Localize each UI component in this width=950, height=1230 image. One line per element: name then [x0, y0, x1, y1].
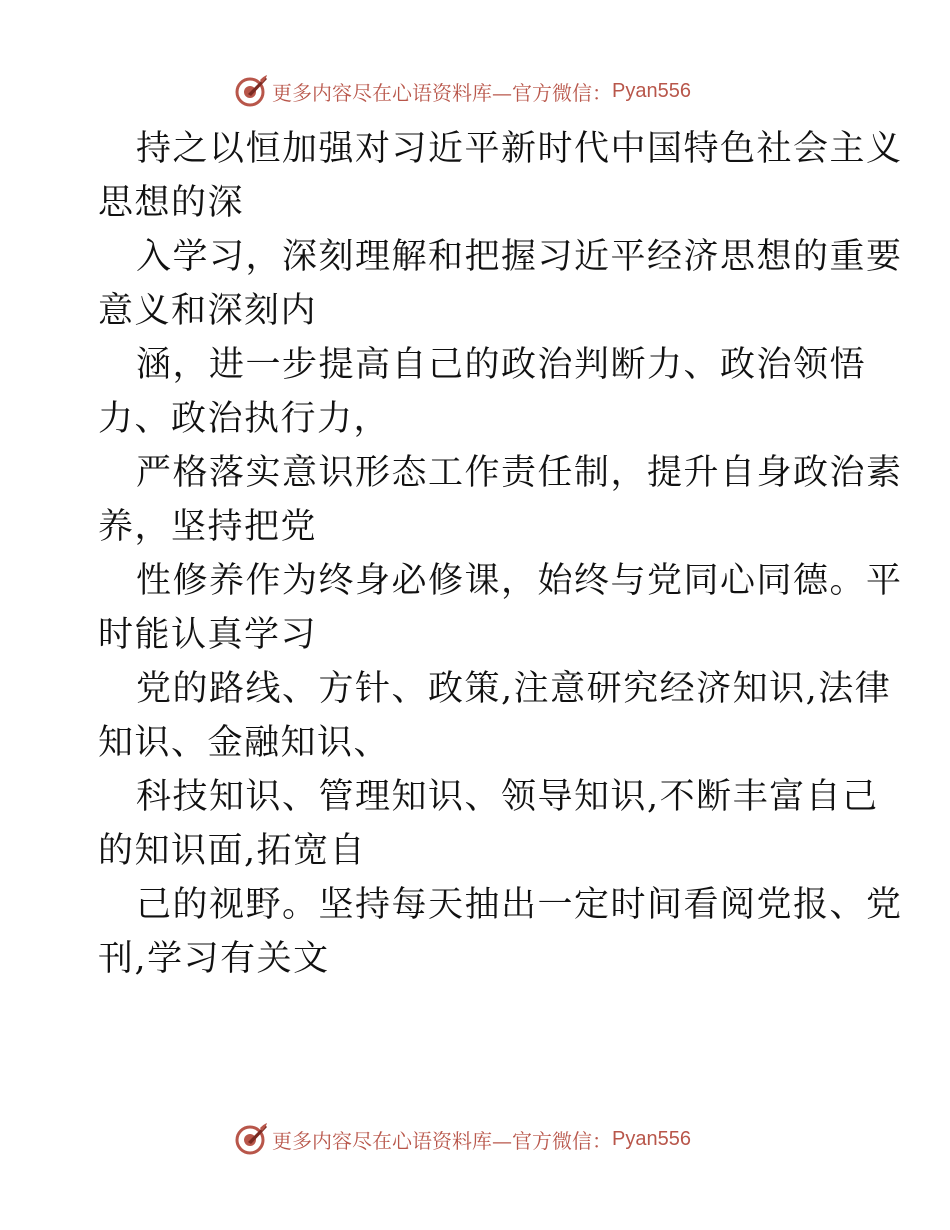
header-banner	[234, 73, 734, 109]
text-line: 科技知识、管理知识、领导知识,不断丰富自己	[136, 777, 879, 817]
text-line: 己的视野。坚持每天抽出一定时间看阅党报、党	[136, 885, 903, 925]
text-line: 入学习，深刻理解和把握习近平经济思想的重要	[136, 237, 903, 277]
text-line: 思想的深	[98, 183, 245, 223]
quill-logo-icon	[234, 74, 268, 108]
header-banner-contact: Pyan556	[612, 79, 691, 102]
text-line: 刊,学习有关文	[98, 939, 330, 979]
footer-banner-text: 更多内容尽在心语资料库—官方微信：	[272, 1128, 612, 1153]
text-line: 养，坚持把党	[98, 507, 318, 547]
quill-logo-icon	[234, 1122, 268, 1156]
text-line: 时能认真学习	[98, 615, 318, 655]
text-line: 党的路线、方针、政策,注意研究经济知识,法律	[136, 669, 892, 709]
text-line: 力、政治执行力，	[98, 399, 391, 439]
text-line: 知识、金融知识、	[98, 723, 391, 763]
text-line: 意义和深刻内	[98, 291, 318, 331]
text-line: 持之以恒加强对习近平新时代中国特色社会主义	[136, 129, 903, 169]
footer-banner-contact: Pyan556	[612, 1127, 691, 1150]
body-text	[98, 122, 903, 986]
text-line: 性修养作为终身必修课，始终与党同心同德。平	[136, 561, 903, 601]
header-banner-text: 更多内容尽在心语资料库—官方微信：	[272, 80, 612, 105]
footer-banner	[234, 1121, 734, 1157]
text-line: 涵，进一步提高自己的政治判断力、政治领悟	[136, 345, 867, 385]
text-line: 严格落实意识形态工作责任制，提升自身政治素	[136, 453, 903, 493]
text-line: 的知识面,拓宽自	[98, 831, 367, 871]
